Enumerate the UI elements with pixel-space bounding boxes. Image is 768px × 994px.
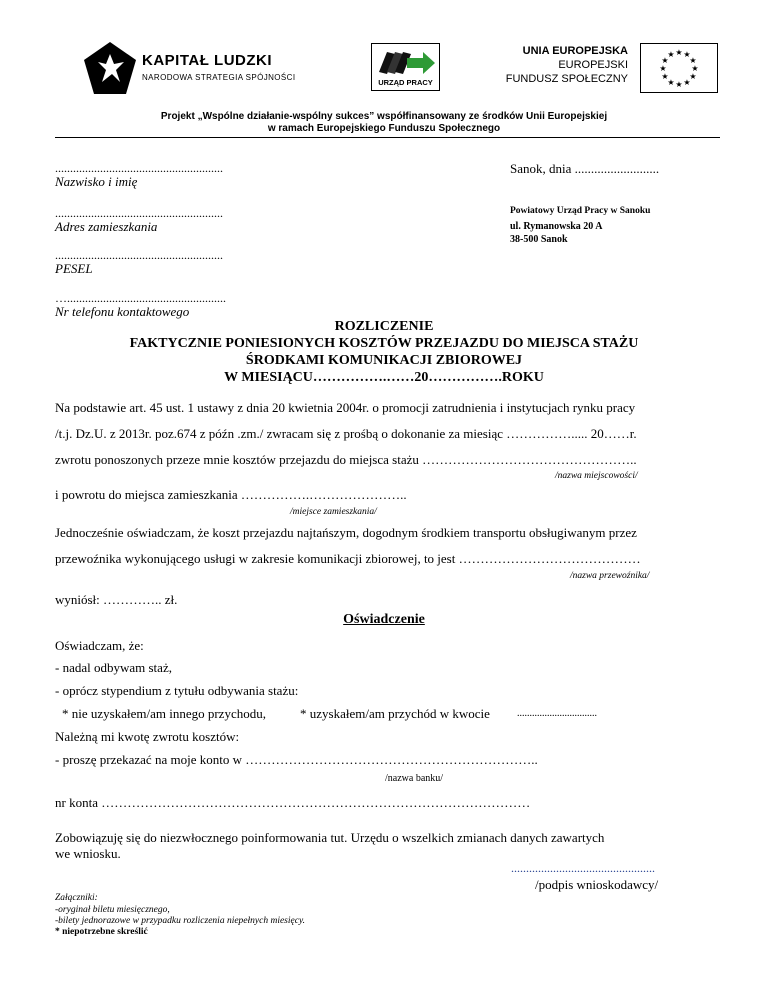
eu-flag	[640, 43, 718, 93]
hint-carrier: /nazwa przewoźnika/	[570, 571, 650, 581]
recipient-office: Powiatowy Urząd Pracy w Sanoku	[510, 206, 651, 216]
project-line2: w ramach Europejskiego Funduszu Społecznego	[267, 123, 501, 134]
kl-title: KAPITAŁ LUDZKI	[142, 52, 273, 69]
commit-line2: we wniosku.	[55, 846, 121, 861]
option-income: * uzyskałem/am przychód w kwocie	[300, 706, 490, 721]
phone-label: Nr telefonu kontaktowego	[55, 304, 190, 319]
svg-text:★: ★	[661, 72, 669, 81]
place-date: Sanok, dnia ..........................	[510, 161, 660, 176]
address-dots: ........................................................	[55, 206, 223, 220]
p3-line2: przewoźnika wykonującego usługi w zakresie komunikacji zbiorowej, to jest ……………………………………	[55, 551, 641, 566]
attachment-1: -oryginał biletu miesięcznego,	[55, 904, 170, 915]
svg-text:★: ★	[675, 80, 683, 89]
svg-text:★: ★	[667, 78, 675, 87]
urzad-pracy-label: URZĄD PRACY	[378, 78, 433, 87]
p2: i powrotu do miejsca zamieszkania …………….…………………..	[55, 487, 407, 502]
account-number-line: nr konta ………………………………………………………………………………………	[55, 795, 531, 810]
project-info	[0, 111, 768, 135]
kapital-ludzki-emblem-icon	[82, 40, 138, 95]
svg-text:★: ★	[661, 56, 669, 65]
eu-line2: EUROPEJSKI	[558, 59, 628, 71]
name-label: Nazwisko i imię	[55, 174, 138, 189]
declaration-heading: Oświadczenie	[343, 612, 425, 627]
attachments	[55, 893, 305, 928]
phone-dots: ….....................................................	[55, 291, 226, 305]
title-line1: ROZLICZENIE	[334, 319, 434, 334]
svg-text:★: ★	[675, 48, 683, 57]
income-amount-dots: ................................	[517, 708, 597, 719]
svg-text:★: ★	[691, 64, 699, 73]
declaration-item1: - nadal odbywam staż,	[55, 660, 172, 675]
address-label: Adres zamieszkania	[55, 219, 158, 234]
urzad-pracy-logo	[371, 43, 440, 91]
title-line2: FAKTYCZNIE PONIESIONYCH KOSZTÓW PRZEJAZDU DO MIEJSCA STAŻU	[129, 336, 639, 351]
declaration-intro: Oświadczam, że:	[55, 638, 144, 653]
title-line4: W MIESIĄCU…………….……20…………….ROKU	[224, 370, 544, 385]
p1-line3: zwrotu ponoszonych przeze mnie kosztów przejazdu do miejsca stażu …………………………………………..	[55, 452, 637, 467]
eu-line1: UNIA EUROPEJSKA	[522, 45, 628, 57]
hint-place: /nazwa miejscowości/	[555, 471, 638, 481]
svg-text:★: ★	[689, 72, 697, 81]
cards-arrow-icon	[373, 46, 439, 80]
p1-line1: Na podstawie art. 45 ust. 1 ustawy z dnia 20 kwietnia 2004r. o promocji zatrudnienia i instytucjach rynku pracy	[55, 400, 636, 415]
kapital-ludzki-logo	[82, 40, 312, 95]
signature-label: /podpis wnioskodawcy/	[535, 877, 659, 892]
kl-subtitle: NARODOWA STRATEGIA SPÓJNOŚCI	[142, 73, 296, 82]
name-dots: ........................................................	[55, 161, 223, 175]
commit-line1: Zobowiązuję się do niezwłocznego poinformowania tut. Urzędu o wszelkich zmianach danych zawartych	[55, 830, 605, 845]
strike-note: * niepotrzebne skreślić	[55, 927, 148, 937]
svg-text:★: ★	[689, 56, 697, 65]
pesel-label: PESEL	[55, 261, 93, 276]
account-line: - proszę przekazać na moje konto w …………………………………………………………..	[55, 752, 538, 767]
hint-home: /miejsce zamieszkania/	[290, 507, 377, 517]
svg-text:★: ★	[683, 50, 691, 59]
amount-line: wyniósł: ………….. zł.	[55, 592, 178, 607]
eu-text	[500, 44, 628, 86]
declaration-item2: - oprócz stypendium z tytułu odbywania stażu:	[55, 683, 299, 698]
svg-text:★: ★	[659, 64, 667, 73]
recipient-city: 38-500 Sanok	[510, 234, 568, 245]
p1-line2: /t.j. Dz.U. z 2013r. poz.674 z późn .zm./ zwracam się z prośbą o dokonanie za miesiąc ……………..... 20……r.	[55, 426, 637, 441]
hint-bank: /nazwa banku/	[385, 773, 444, 784]
document-title	[0, 318, 768, 386]
project-line1: Projekt „Wspólne działanie-wspólny sukces” współfinansowany ze środków Unii Europejskiej	[160, 111, 608, 122]
svg-text:★: ★	[667, 50, 675, 59]
attachments-title: Załączniki:	[55, 893, 98, 903]
attachment-2: -bilety jednorazowe w przypadku rozliczenia niepełnych miesięcy.	[55, 916, 306, 926]
header-divider	[55, 137, 720, 138]
eu-line3: FUNDUSZ SPOŁECZNY	[505, 73, 628, 85]
refund-label: Należną mi kwotę zwrotu kosztów:	[55, 729, 240, 744]
signature-dots: ................................................	[511, 861, 655, 875]
option-no-income: * nie uzyskałem/am innego przychodu,	[62, 706, 266, 721]
p3-line1: Jednocześnie oświadczam, że koszt przejazdu najtańszym, dogodnym środkiem transportu obsługiwanym przez	[55, 525, 637, 540]
recipient-street: ul. Rymanowska 20 A	[510, 221, 603, 232]
pesel-dots: ........................................................	[55, 248, 223, 262]
svg-text:★: ★	[683, 78, 691, 87]
title-line3: ŚRODKAMI KOMUNIKACJI ZBIOROWEJ	[245, 353, 523, 368]
eu-stars-icon	[641, 44, 717, 92]
